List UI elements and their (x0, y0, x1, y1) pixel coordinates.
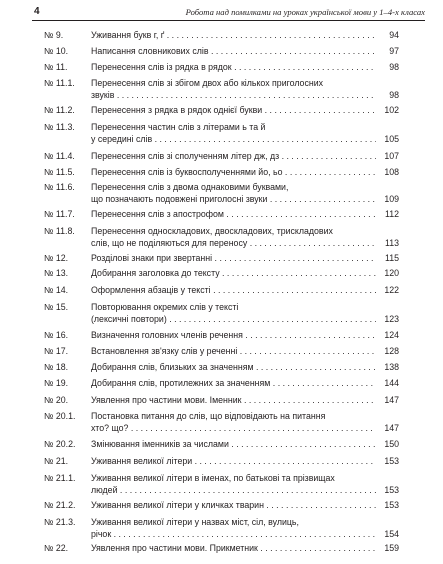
toc-entry-page: 138 (384, 362, 399, 372)
toc-entry-title-line: Повторювання окремих слів у тексті (91, 302, 239, 312)
toc-entry-title (91, 543, 376, 555)
toc-entry-title-line: Перенесення слів зі збігом двох або кількох приголосних (91, 78, 324, 88)
toc-entry-number: № 18. (44, 362, 69, 372)
toc-entry-page: 109 (384, 193, 399, 204)
toc-entry-title (91, 30, 376, 42)
toc-entry-page: 94 (389, 30, 399, 40)
toc-entry-title (91, 46, 376, 58)
toc-entry-number: № 21.1. (44, 473, 76, 483)
toc-entry-title (91, 182, 376, 205)
toc-entry-number: № 14. (44, 285, 69, 295)
toc-entry-page: 112 (384, 209, 399, 219)
toc-entry-title (91, 346, 376, 358)
toc-entry-number: № 15. (44, 302, 69, 312)
toc-entry-number: № 20.2. (44, 439, 76, 449)
toc-entry-title-line: Перенесення частин слів з літерами ь та й (91, 122, 266, 132)
toc-entry-page: 105 (384, 133, 399, 144)
toc-entry-title (91, 78, 376, 101)
toc-entry-number: № 20. (44, 395, 69, 405)
toc-entry-title-line: річок . . . (91, 529, 376, 541)
toc-entry-title-line: слів, що не поділяються для переносу . . . (91, 238, 376, 250)
toc-entry-title-line: Перенесення з рядка в рядок однієї букви . . . (91, 105, 376, 117)
toc-entry-title (91, 500, 376, 512)
toc-entry-title-line: Розділові знаки при звертанні . . . (91, 253, 376, 265)
toc-entry-page: 122 (384, 285, 399, 295)
toc-entry-title-line: що позначають подовжені приголосні звуки . . . (91, 194, 376, 206)
toc-entry-number: № 21.2. (44, 500, 76, 510)
toc-entry-number: № 19. (44, 378, 69, 388)
toc-entry-number: № 11.1. (44, 78, 75, 88)
toc-entry-title-line: Визначення головних членів речення . . . (91, 330, 376, 342)
toc-entry-number: № 11.8. (44, 226, 75, 236)
toc-entry-number: № 16. (44, 330, 69, 340)
toc-entry-title-line: Добирання слів, протилежних за значенням . . . (91, 378, 376, 390)
toc-entry-number: № 11.6. (44, 182, 75, 192)
toc-entry-title-line: Перенесення односкладових, двоскладових, трискладових (91, 226, 333, 236)
toc-entry-number: № 17. (44, 346, 69, 356)
toc-entry-number: № 20.1. (44, 411, 76, 421)
toc-entry-page: 159 (384, 543, 399, 553)
toc-entry-title-line: Перенесення слів зі сполученням літер дж, дз . . . (91, 151, 376, 163)
toc-entry-page: 150 (384, 439, 399, 449)
toc-entry-page: 153 (384, 456, 399, 466)
toc-entry-page: 113 (384, 237, 399, 248)
toc-entry-page: 147 (384, 422, 399, 433)
toc-entry-page: 153 (384, 484, 399, 495)
toc-entry-number: № 10. (44, 46, 69, 56)
toc-entry-title (91, 209, 376, 221)
toc-entry-title (91, 105, 376, 117)
page-number: 4 (34, 6, 40, 17)
toc-entry-title (91, 378, 376, 390)
toc-entry-page: 115 (384, 253, 399, 263)
toc-entry-page: 124 (384, 330, 399, 340)
toc-entry-title-line: Добирання заголовка до тексту . . . (91, 268, 376, 280)
toc-entry-title (91, 268, 376, 280)
toc-entry-page: 123 (384, 313, 399, 324)
toc-entry-number: № 11.3. (44, 122, 75, 132)
toc-entry-number: № 9. (44, 30, 64, 40)
toc-entry-title (91, 151, 376, 163)
toc-entry-number: № 11.2. (44, 105, 75, 115)
toc-entry-title-line: Написання словникових слів . . . (91, 46, 376, 58)
toc-entry-title (91, 285, 376, 297)
toc-entry-title-line: звуків . . . (91, 90, 376, 102)
toc-entry-title-line: Перенесення слів з двома однаковими буквами, (91, 182, 289, 192)
toc-entry-page: 153 (384, 500, 399, 510)
toc-entry-page: 97 (389, 46, 399, 56)
toc-entry-title (91, 302, 376, 325)
running-title: Робота над помилками на уроках української мови у 1–4-х класах (185, 7, 425, 17)
toc-entry-page: 98 (389, 89, 399, 100)
toc-entry-title (91, 226, 376, 249)
toc-entry-title-line: Уживання великої літери в іменах, по батькові та прізвищах (91, 473, 335, 483)
toc-entry-title-line: Уявлення про частини мови. Іменник . . . (91, 395, 376, 407)
toc-entry-number: № 21. (44, 456, 69, 466)
toc-entry-title-line: Перенесення слів із рядка в рядок . . . (91, 62, 376, 74)
toc-entry-title-line: Постановка питання до слів, що відповідають на питання (91, 411, 326, 421)
toc-entry-number: № 22. (44, 543, 69, 553)
toc-entry-page: 154 (384, 528, 399, 539)
toc-entry-page: 98 (389, 62, 399, 72)
toc-entry-title-line: у середині слів . . . (91, 134, 376, 146)
toc-entry-title-line: Уживання букв г, ґ . . . (91, 30, 376, 42)
toc-entry-number: № 11.7. (44, 209, 75, 219)
toc-entry-page: 144 (384, 378, 399, 388)
toc-entry-title (91, 62, 376, 74)
toc-entry-title-line: Уживання великої літери у кличках тварин . . . (91, 500, 376, 512)
toc-entry-title (91, 439, 376, 451)
toc-entry-page: 128 (384, 346, 399, 356)
toc-entry-title-line: людей . . . (91, 485, 376, 497)
toc-entry-page: 107 (384, 151, 399, 161)
toc-entry-title (91, 253, 376, 265)
toc-entry-title (91, 456, 376, 468)
toc-entry-page: 102 (384, 105, 399, 115)
toc-entry-number: № 21.3. (44, 517, 76, 527)
toc-entry-title (91, 122, 376, 145)
toc-entry-title-line: Перенесення слів з апострофом . . . (91, 209, 376, 221)
toc-entry-title (91, 517, 376, 540)
toc-entry-title-line: Перенесення слів із буквосполученнями йо, ьо . . . (91, 167, 376, 179)
toc-entry-title-line: хто? що? . . . (91, 423, 376, 435)
toc-entry-number: № 12. (44, 253, 69, 263)
toc-entry-title (91, 395, 376, 407)
toc-entry-page: 120 (384, 268, 399, 278)
toc-entry-title-line: Змінювання іменників за числами . . . (91, 439, 376, 451)
toc-entry-title (91, 411, 376, 434)
toc-entry-title (91, 330, 376, 342)
toc-entry-title-line: Уявлення про частини мови. Прикметник . . . (91, 543, 376, 555)
toc-entry-page: 108 (384, 167, 399, 177)
toc-entry-title-line: Добирання слів, близьких за значенням . . . (91, 362, 376, 374)
toc-entry-title-line: (лексичні повтори) . . . (91, 314, 376, 326)
toc-entry-number: № 11.4. (44, 151, 75, 161)
toc-entry-title-line: Встановлення зв'язку слів у реченні . . . (91, 346, 376, 358)
toc-entry-number: № 11. (44, 62, 68, 72)
toc-entry-title-line: Оформлення абзаців у тексті . . . (91, 285, 376, 297)
toc-entry-number: № 11.5. (44, 167, 75, 177)
toc-entry-title (91, 362, 376, 374)
toc-entry-title-line: Уживання великої літери . . . (91, 456, 376, 468)
toc-entry-title (91, 473, 376, 496)
toc-entry-title (91, 167, 376, 179)
toc-entry-page: 147 (384, 395, 399, 405)
toc-entry-number: № 13. (44, 268, 69, 278)
toc-entry-title-line: Уживання великої літери у назвах міст, сіл, вулиць, (91, 517, 299, 527)
